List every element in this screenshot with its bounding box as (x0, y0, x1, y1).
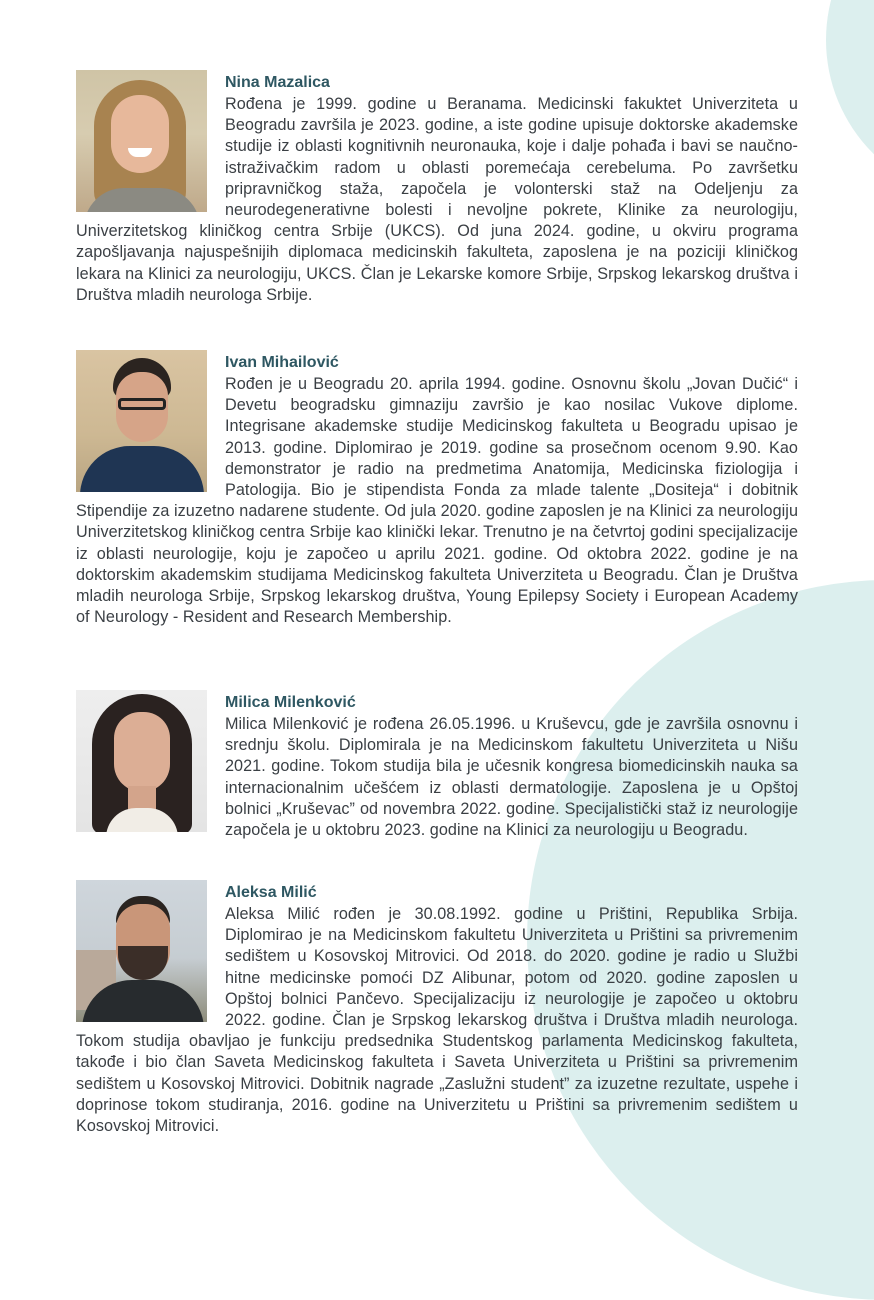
person-name: Ivan Mihailović (225, 354, 339, 371)
portrait-photo (76, 350, 207, 492)
bio-text: Rođena je 1999. godine u Beranama. Medicinski fakuktet Univerziteta u Beogradu završila je 2023. godine, a iste godine upisuje doktorske akademske studije iz oblasti kognitivnih neuronauka, koje i dalje pohađa i bavi se naučno-istraživačkim radom u oblasti poremećaja cerebeluma. Po završetku pripravničkog staža, započela je volonterski staž na Odeljenju za neurodegenerativne bolesti i nevoljne pokrete, Klinike za neurologiju, Univerzitetskog kliničkog centra Srbije (UKCS). Od juna 2024. godine, u okviru programa zapošljavanja najuspešnijih diplomaca medicinskih fakulteta, zaposlena je na poziciji kliničkog lekara na Klinici za neurologiju, UKCS. Član je Lekarske komore Srbije, Srpskog lekarskog društva i Društva mladih neurologa Srbije. (76, 95, 798, 304)
bio-text: Rođen je u Beogradu 20. aprila 1994. godine. Osnovnu školu „Jovan Dučić“ i Devetu beogradsku gimnaziju završio je kao nosilac Vukove diplome. Integrisane akademske studije Medicinskog fakulteta u Beogradu upisao je 2013. godine. Diplomirao je 2019. godine sa prosečnom ocenom 9.90. Kao demonstrator je radio na predmetima Anatomija, Medicinska fiziologija i Patologija. Bio je stipendista Fonda za mlade talente „Dositeja“ i dobitnik Stipendije za izuzetno nadarene studente. Od jula 2020. godine zaposlen je na Klinici za neurologiju Univerzitetskog kliničkog centra Srbije kao klinički lekar. Trenutno je na četvrtoj godini specijalizacije iz oblasti neurologije, koju je započeo u aprilu 2021. godine. Od oktobra 2022. godine je na doktorskim akademskim studijama Medicinskog fakulteta Univerziteta u Beogradu. Član je Društva mladih neurologa Srbije, Srpskog lekarskog društva, Young Epilepsy Society i European Academy of Neurology - Resident and Research Membership. (76, 375, 798, 627)
portrait-photo (76, 690, 207, 832)
bios-page (76, 70, 798, 1170)
decorative-circle-top (826, 0, 874, 200)
portrait-photo (76, 70, 207, 212)
person-name: Aleksa Milić (225, 884, 317, 901)
portrait-photo (76, 880, 207, 1022)
bio-entry (76, 350, 798, 670)
bio-entry (76, 70, 798, 350)
bio-entry (76, 690, 798, 860)
person-name: Milica Milenković (225, 694, 356, 711)
bio-entry (76, 880, 798, 1170)
bio-text: Milica Milenković je rođena 26.05.1996. u Kruševcu, gde je završila osnovnu i srednju školu. Diplomirala je na Medicinskom fakultetu Univerziteta u Nišu 2021. godine. Tokom studija bila je učesnik kongresa biomedicinskih nauka sa internacionalnim učešćem iz oblasti dermatologije. Zaposlena je u Opštoj bolnici „Kruševac” od novembra 2022. godine. Specijalistički staž iz neurologije započela je u oktobru 2023. godine na Klinici za neurologiju u Beogradu. (225, 715, 798, 840)
bio-text: Aleksa Milić rođen je 30.08.1992. godine u Prištini, Republika Srbija. Diplomirao je na Medicinskom fakultetu Univerziteta u Prištini sa privremenim sedištem u Kosovskoj Mitrovici. Od 2018. do 2020. godine je radio u Službi hitne medicinske pomoći DZ Alibunar, potom od 2020. godine zaposlen u Opštoj bolnici Pančevo. Specijalizaciju iz neurologije je započeo u oktobru 2022. godine. Član je Srpskog lekarskog društva i Društva mladih neurologa. Tokom studija obavljao je funkciju predsednika Studentskog parlamenta Medicinskog fakulteta, takođe i bio član Saveta Medicinskog fakulteta i Saveta Univerziteta u Prištini sa privremenim sedištem u Kosovskoj Mitrovici. Dobitnik nagrade „Zaslužni student” za izuzetne rezultate, uspehe i doprinose tokom studiranja, 2016. godine na Univerzitetu u Prištini sa privremenim sedištem u Kosovskoj Mitrovici. (76, 905, 798, 1136)
person-name: Nina Mazalica (225, 74, 330, 91)
